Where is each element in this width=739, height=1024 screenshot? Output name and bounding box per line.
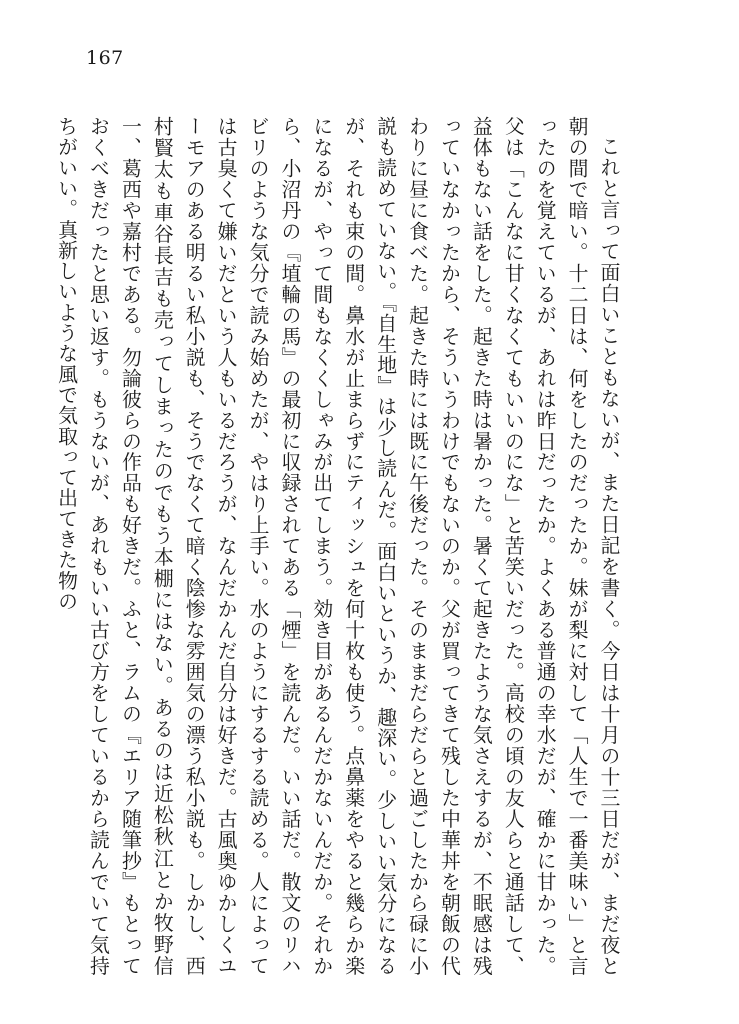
body-text bbox=[54, 116, 624, 976]
paragraph: これと言って面白いこともないが、また日記を書く。今日は十月の十三日だが、まだ夜と朝の間で暗い。十二日は、何をしたのだったか。妹が梨に対して「人生で一番美味い」と言ったのを覚えているが、あれは昨日だったか。よくある普通の幸水だが、確かに甘かった。父は「こんなに甘くなくてもいいのにな」と苦笑いだった。高校の頃の友人らと通話して、益体もない話をした。起きた時は暑かった。暑くて起きたような気さえするが、不眠感は残っていなかったから、そういうわけでもないのか。父が買ってきて残した中華丼を朝飯の代わりに昼に食べた。起きた時には既に午後だった。そのままだらだらと過ごしたから碌に小説も読めていない。『自生地』は少し読んだ。面白いというか、趣深い。少しいい気分になるが、それも束の間。鼻水が止まらずにティッシュを何十枚も使う。点鼻薬をやると幾らか楽になるが、やって間もなくくしゃみが出てしまう。効き目があるんだかないんだか。それから、小沼丹の『埴輪の馬』の最初に収録されてある「煙」を読んだ。いい話だ。散文のリハビリのような気分で読み始めたが、やはり上手い。水のようにするする読める。人によっては古臭くて嫌いだという人もいるだろうが、なんだかんだ自分は好きだ。古風奥ゆかしくユーモアのある明るい私小説も、そうでなくて暗く陰惨な雰囲気の漂う私小説も。しかし、西村賢太も車谷長吉も売ってしまったのでもう本棚にはない。あるのは近松秋江とか牧野信一、葛西や嘉村である。勿論彼らの作品も好きだ。ふと、ラムの『エリア随筆抄』もとっておくべきだったと思い返す。もうないが、あれもいい古び方をしているから読んでいて気持ちがいい。真新しいような風で気取って出てきた物の bbox=[54, 116, 620, 976]
page-number: 167 bbox=[86, 47, 124, 69]
